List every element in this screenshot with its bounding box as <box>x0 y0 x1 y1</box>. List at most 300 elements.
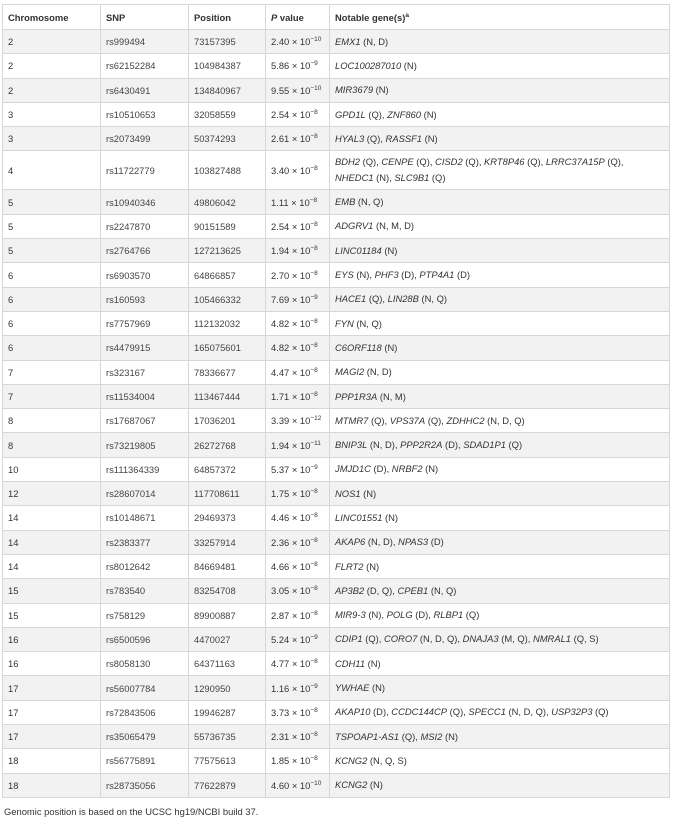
cell-snp: rs783540 <box>101 579 189 603</box>
gene-symbol: DNAJA3 <box>462 633 499 645</box>
gene-annotation: (N, Q, S) <box>367 754 407 766</box>
cell-chromosome: 2 <box>3 30 101 54</box>
gene-annotation: (N), <box>373 172 395 184</box>
cell-chromosome: 2 <box>3 54 101 78</box>
p-mantissa: 3.40 <box>271 164 290 176</box>
cell-position: 17036201 <box>189 409 266 433</box>
cell-chromosome: 5 <box>3 239 101 263</box>
cell-p-value: $4.60 \times 10^{-10}$ <box>266 773 330 797</box>
table-row <box>3 676 670 700</box>
cell-position: 78336677 <box>189 360 266 384</box>
cell-p-value: $2.54 \times 10^{-8}$ <box>266 214 330 238</box>
cell-position: 89900887 <box>189 603 266 627</box>
cell-position: 33257914 <box>189 530 266 554</box>
cell-p-value: $2.70 \times 10^{-8}$ <box>266 263 330 287</box>
cell-genes <box>330 263 670 287</box>
cell-position: 83254708 <box>189 579 266 603</box>
cell-p-value: $1.85 \times 10^{-8}$ <box>266 749 330 773</box>
cell-genes <box>330 433 670 457</box>
p-mantissa: 2.87 <box>271 609 290 621</box>
gene-annotation: (N) <box>401 59 417 71</box>
table-row <box>3 151 670 190</box>
p-exponent: −8 <box>310 366 318 374</box>
cell-chromosome: 14 <box>3 530 101 554</box>
p-exponent: −9 <box>310 60 318 68</box>
cell-p-value: $1.11 \times 10^{-8}$ <box>266 190 330 214</box>
cell-p-value: $3.39 \times 10^{-12}$ <box>266 409 330 433</box>
gene-symbol: GPD1L <box>335 108 366 120</box>
cell-chromosome: 5 <box>3 190 101 214</box>
gene-symbol: AKAP6 <box>335 536 366 548</box>
gene-symbol: NRBF2 <box>391 463 423 475</box>
cell-snp: rs73219805 <box>101 433 189 457</box>
header-position: Position <box>189 5 266 30</box>
gene-symbol: AP3B2 <box>335 584 365 596</box>
gene-annotation: (N, D), <box>367 439 401 451</box>
gene-annotation: (N, D) <box>364 366 392 378</box>
gene-annotation: (N) <box>360 487 377 499</box>
gene-annotation: (Q), <box>364 132 386 144</box>
gene-annotation: (D, Q), <box>364 584 398 596</box>
gene-annotation: (D), <box>412 609 434 621</box>
gene-annotation: (Q), <box>360 156 382 168</box>
table-row <box>3 506 670 530</box>
table-row <box>3 725 670 749</box>
cell-genes <box>330 214 670 238</box>
cell-p-value: $1.71 \times 10^{-8}$ <box>266 384 330 408</box>
gene-symbol: YWHAE <box>335 682 370 694</box>
gene-symbol: MSI2 <box>420 730 443 742</box>
p-mantissa: 3.05 <box>271 585 290 597</box>
gene-annotation: (Q), <box>604 156 624 168</box>
gene-annotation: (N) <box>365 657 381 669</box>
cell-position: 64866857 <box>189 263 266 287</box>
p-mantissa: 4.82 <box>271 342 290 354</box>
table-row <box>3 457 670 481</box>
cell-position: 104984387 <box>189 54 266 78</box>
gene-annotation: (N) <box>381 244 398 256</box>
table-row <box>3 384 670 408</box>
cell-p-value: $1.94 \times 10^{-11}$ <box>266 433 330 457</box>
gene-symbol: MIR9-3 <box>335 609 366 621</box>
cell-p-value: $4.66 \times 10^{-8}$ <box>266 554 330 578</box>
p-exponent: −10 <box>310 779 322 787</box>
gene-symbol: AKAP10 <box>335 706 371 718</box>
gene-annotation: (N) <box>382 511 399 523</box>
gene-annotation: (N, M) <box>377 390 406 402</box>
gene-annotation: (N) <box>367 779 383 791</box>
gene-symbol: ADGRV1 <box>335 220 374 232</box>
gwas-results-table <box>2 4 670 798</box>
cell-chromosome: 4 <box>3 151 101 190</box>
gene-symbol: RASSF1 <box>385 132 423 144</box>
gene-symbol: SPECC1 <box>468 706 506 718</box>
cell-position: 117708611 <box>189 482 266 506</box>
p-exponent: −8 <box>310 585 318 593</box>
cell-genes <box>330 603 670 627</box>
header-snp: SNP <box>101 5 189 30</box>
table-row <box>3 360 670 384</box>
cell-snp: rs6430491 <box>101 78 189 102</box>
gene-symbol: FYN <box>335 317 354 329</box>
p-exponent: −8 <box>310 706 318 714</box>
cell-genes <box>330 700 670 724</box>
gene-annotation: (N, Q) <box>353 317 382 329</box>
gene-symbol: EYS <box>335 269 354 281</box>
p-mantissa: 1.75 <box>271 488 290 500</box>
p-exponent: −8 <box>310 512 318 520</box>
cell-position: 103827488 <box>189 151 266 190</box>
cell-snp: rs111364339 <box>101 457 189 481</box>
table-row <box>3 773 670 797</box>
cell-p-value: $2.87 \times 10^{-8}$ <box>266 603 330 627</box>
gene-annotation: (D), <box>370 706 392 718</box>
cell-genes <box>330 554 670 578</box>
table-row <box>3 409 670 433</box>
cell-p-value: $4.77 \times 10^{-8}$ <box>266 652 330 676</box>
p-exponent: −8 <box>310 342 318 350</box>
cell-p-value: $1.94 \times 10^{-8}$ <box>266 239 330 263</box>
p-exponent: −9 <box>310 463 318 471</box>
gene-symbol: NOS1 <box>335 487 361 499</box>
gene-annotation: (Q), <box>365 108 388 120</box>
cell-genes <box>330 409 670 433</box>
cell-snp: rs35065479 <box>101 725 189 749</box>
cell-snp: rs56007784 <box>101 676 189 700</box>
cell-genes <box>330 287 670 311</box>
table-row <box>3 311 670 335</box>
cell-position: 105466332 <box>189 287 266 311</box>
cell-chromosome: 15 <box>3 603 101 627</box>
table-row <box>3 652 670 676</box>
gene-symbol: KCNG2 <box>335 754 368 766</box>
gene-symbol: LINC01551 <box>335 511 383 523</box>
gene-symbol: SLC9B1 <box>394 172 430 184</box>
gene-symbol: CPEB1 <box>397 584 429 596</box>
p-exponent: −8 <box>310 560 318 568</box>
cell-genes <box>330 384 670 408</box>
p-mantissa: 5.24 <box>271 633 290 645</box>
p-mantissa: 4.46 <box>271 512 290 524</box>
gene-annotation: (Q), <box>366 293 388 305</box>
cell-chromosome: 18 <box>3 773 101 797</box>
cell-p-value: $1.75 \times 10^{-8}$ <box>266 482 330 506</box>
p-mantissa: 1.85 <box>271 755 290 767</box>
cell-genes <box>330 102 670 126</box>
table-row <box>3 287 670 311</box>
cell-chromosome: 16 <box>3 627 101 651</box>
p-mantissa: 1.16 <box>271 682 290 694</box>
cell-snp: rs72843506 <box>101 700 189 724</box>
cell-genes <box>330 336 670 360</box>
gene-annotation: (N, Q) <box>355 196 384 208</box>
cell-snp: rs4479915 <box>101 336 189 360</box>
gene-annotation: (Q), <box>447 706 469 718</box>
cell-position: 1290950 <box>189 676 266 700</box>
cell-snp: rs56775891 <box>101 749 189 773</box>
table-footnote: Genomic position is based on the UCSC hg19/NCBI build 37. <box>4 805 259 817</box>
table-row <box>3 190 670 214</box>
p-mantissa: 7.69 <box>271 293 290 305</box>
gene-symbol: HACE1 <box>335 293 367 305</box>
gene-annotation: (N, D) <box>360 35 389 47</box>
cell-genes <box>330 239 670 263</box>
gene-annotation: (Q), <box>462 156 485 168</box>
cell-position: 113467444 <box>189 384 266 408</box>
gene-annotation: (N) <box>422 463 439 475</box>
cell-p-value: $2.40 \times 10^{-10}$ <box>266 30 330 54</box>
cell-genes <box>330 457 670 481</box>
gene-symbol: CISD2 <box>435 156 463 168</box>
gene-annotation: (Q) <box>429 172 446 184</box>
gene-annotation: (N) <box>369 682 386 694</box>
cell-snp: rs28735056 <box>101 773 189 797</box>
gene-annotation: (N) <box>373 84 389 96</box>
p-mantissa: 1.94 <box>271 245 290 257</box>
cell-position: 112132032 <box>189 311 266 335</box>
p-exponent: −8 <box>309 196 318 204</box>
p-mantissa: 4.77 <box>271 658 290 670</box>
gene-symbol: JMJD1C <box>335 463 371 475</box>
gene-annotation: (Q), <box>425 414 447 426</box>
header-genes <box>330 5 670 30</box>
gene-annotation: (N, M, D) <box>373 220 415 232</box>
gene-annotation: (Q), <box>413 156 436 168</box>
cell-snp: rs10510653 <box>101 102 189 126</box>
header-p-italic: P <box>271 11 278 23</box>
gene-symbol: CORO7 <box>383 633 418 645</box>
cell-genes <box>330 151 670 190</box>
p-exponent: −9 <box>310 633 318 641</box>
p-exponent: −8 <box>310 609 318 617</box>
cell-position: 73157395 <box>189 30 266 54</box>
cell-chromosome: 10 <box>3 457 101 481</box>
cell-genes <box>330 482 670 506</box>
gene-symbol: PPP2R2A <box>400 439 443 451</box>
p-mantissa: 4.82 <box>271 318 290 330</box>
gene-symbol: NPAS3 <box>398 536 429 548</box>
cell-p-value: $3.40 \times 10^{-8}$ <box>266 151 330 190</box>
cell-genes <box>330 127 670 151</box>
cell-genes <box>330 652 670 676</box>
table-row <box>3 214 670 238</box>
cell-snp: rs323167 <box>101 360 189 384</box>
p-exponent: −10 <box>310 36 322 44</box>
p-exponent: −8 <box>310 658 318 666</box>
cell-snp: rs17687067 <box>101 409 189 433</box>
cell-genes <box>330 54 670 78</box>
p-mantissa: 3.73 <box>271 706 290 718</box>
cell-position: 4470027 <box>189 627 266 651</box>
cell-snp: rs6903570 <box>101 263 189 287</box>
p-exponent: −12 <box>310 415 322 423</box>
table-header <box>3 5 670 30</box>
gene-annotation: (N), <box>365 609 387 621</box>
p-exponent: −8 <box>310 108 318 116</box>
gene-symbol: TSPOAP1-AS1 <box>335 730 400 742</box>
table-row <box>3 433 670 457</box>
cell-p-value: $3.73 \times 10^{-8}$ <box>266 700 330 724</box>
gene-annotation: (D), <box>442 439 464 451</box>
cell-chromosome: 12 <box>3 482 101 506</box>
cell-p-value: $7.69 \times 10^{-9}$ <box>266 287 330 311</box>
header-genes-label: Notable gene(s) <box>335 11 406 23</box>
p-exponent: −8 <box>310 536 318 544</box>
cell-snp: rs2764766 <box>101 239 189 263</box>
cell-snp: rs7757969 <box>101 311 189 335</box>
gene-symbol: NHEDC1 <box>335 172 374 184</box>
cell-genes <box>330 676 670 700</box>
table-row <box>3 336 670 360</box>
gene-symbol: MAGI2 <box>335 366 365 378</box>
table-row <box>3 30 670 54</box>
gene-symbol: ZNF860 <box>387 108 421 120</box>
p-mantissa: 4.47 <box>271 366 290 378</box>
cell-p-value: $4.82 \times 10^{-8}$ <box>266 311 330 335</box>
p-mantissa: 5.37 <box>271 463 290 475</box>
p-exponent: −9 <box>310 682 318 690</box>
p-mantissa: 4.66 <box>271 561 290 573</box>
p-exponent: −8 <box>310 269 318 277</box>
gene-symbol: CDIP1 <box>335 633 363 645</box>
gene-annotation: (Q) <box>505 439 523 451</box>
cell-position: 50374293 <box>189 127 266 151</box>
cell-p-value: $1.16 \times 10^{-9}$ <box>266 676 330 700</box>
cell-snp: rs11534004 <box>101 384 189 408</box>
cell-position: 55736735 <box>189 725 266 749</box>
cell-position: 127213625 <box>189 239 266 263</box>
cell-chromosome: 6 <box>3 287 101 311</box>
cell-snp: rs10940346 <box>101 190 189 214</box>
gene-symbol: KCNG2 <box>335 779 368 791</box>
p-mantissa: 1.11 <box>271 196 289 208</box>
p-exponent: −8 <box>310 317 318 325</box>
cell-p-value: $2.31 \times 10^{-8}$ <box>266 725 330 749</box>
p-mantissa: 3.39 <box>271 415 290 427</box>
table-row <box>3 530 670 554</box>
gene-annotation: (M, Q), <box>498 633 533 645</box>
table-body <box>3 30 670 798</box>
p-mantissa: 1.94 <box>271 439 290 451</box>
cell-chromosome: 17 <box>3 700 101 724</box>
gene-symbol: CCDC144CP <box>391 706 448 718</box>
gene-symbol: CENPE <box>381 156 414 168</box>
cell-snp: rs758129 <box>101 603 189 627</box>
table-row <box>3 749 670 773</box>
header-genes-footnote-mark: a <box>405 11 409 19</box>
gene-symbol: MIR3679 <box>335 84 374 96</box>
gene-annotation: (Q) <box>592 706 609 718</box>
p-exponent: −8 <box>310 755 318 763</box>
cell-chromosome: 14 <box>3 554 101 578</box>
cell-snp: rs6500596 <box>101 627 189 651</box>
cell-p-value: $2.61 \times 10^{-8}$ <box>266 127 330 151</box>
cell-snp: rs2073499 <box>101 127 189 151</box>
table-row <box>3 54 670 78</box>
cell-position: 64371163 <box>189 652 266 676</box>
cell-snp: rs2247870 <box>101 214 189 238</box>
cell-p-value: $3.05 \times 10^{-8}$ <box>266 579 330 603</box>
cell-chromosome: 2 <box>3 78 101 102</box>
cell-p-value: $4.47 \times 10^{-8}$ <box>266 360 330 384</box>
gene-annotation: (D) <box>428 536 444 548</box>
cell-chromosome: 7 <box>3 360 101 384</box>
cell-position: 19946287 <box>189 700 266 724</box>
p-mantissa: 1.71 <box>271 391 290 402</box>
gene-annotation: (N) <box>442 730 458 742</box>
p-mantissa: 2.54 <box>271 220 290 232</box>
gene-symbol: MTMR7 <box>335 414 369 426</box>
cell-snp: rs160593 <box>101 287 189 311</box>
cell-position: 90151589 <box>189 214 266 238</box>
gene-annotation: (N, D, Q), <box>417 633 463 645</box>
gene-annotation: (Q), <box>524 156 546 168</box>
cell-genes <box>330 311 670 335</box>
cell-chromosome: 5 <box>3 214 101 238</box>
p-mantissa: 2.70 <box>271 269 290 281</box>
header-p-value <box>266 5 330 30</box>
p-exponent: −8 <box>310 245 318 253</box>
cell-genes <box>330 506 670 530</box>
cell-position: 49806042 <box>189 190 266 214</box>
cell-position: 29469373 <box>189 506 266 530</box>
cell-chromosome: 8 <box>3 433 101 457</box>
gene-symbol: HYAL3 <box>335 132 365 144</box>
cell-p-value: $2.54 \times 10^{-8}$ <box>266 102 330 126</box>
gene-symbol: NMRAL1 <box>532 633 571 645</box>
cell-position: 84669481 <box>189 554 266 578</box>
table-row <box>3 579 670 603</box>
gene-symbol: POLG <box>386 609 413 621</box>
gene-symbol: RLBP1 <box>433 609 464 621</box>
cell-p-value: $9.55 \times 10^{-10}$ <box>266 78 330 102</box>
cell-position: 77575613 <box>189 749 266 773</box>
p-exponent: −8 <box>310 164 318 172</box>
cell-chromosome: 18 <box>3 749 101 773</box>
cell-p-value: $5.86 \times 10^{-9}$ <box>266 54 330 78</box>
gene-symbol: KRT8P46 <box>484 156 525 168</box>
gene-symbol: BNIP3L <box>335 439 368 451</box>
cell-p-value: $5.37 \times 10^{-9}$ <box>266 457 330 481</box>
p-exponent: −10 <box>310 84 322 92</box>
gene-symbol: VPS37A <box>389 414 426 426</box>
table-row <box>3 482 670 506</box>
cell-position: 64857372 <box>189 457 266 481</box>
gene-annotation: (N, D), <box>365 536 399 548</box>
table-row <box>3 127 670 151</box>
gene-symbol: LRRC37A15P <box>545 156 605 168</box>
cell-p-value: $2.36 \times 10^{-8}$ <box>266 530 330 554</box>
cell-genes <box>330 30 670 54</box>
cell-genes <box>330 773 670 797</box>
p-exponent: −11 <box>310 439 321 447</box>
gene-annotation: (N) <box>420 108 437 120</box>
gene-symbol: BDH2 <box>335 156 361 168</box>
cell-genes <box>330 627 670 651</box>
table-row <box>3 627 670 651</box>
table-container <box>0 4 673 817</box>
cell-snp: rs11722779 <box>101 151 189 190</box>
cell-p-value: $5.24 \times 10^{-9}$ <box>266 627 330 651</box>
cell-snp: rs10148671 <box>101 506 189 530</box>
table-row <box>3 239 670 263</box>
gene-annotation: (N), <box>353 269 375 281</box>
gene-symbol: LIN28B <box>387 293 419 305</box>
gene-symbol: LINC01184 <box>335 244 382 256</box>
table-row <box>3 102 670 126</box>
gene-annotation: (Q), <box>399 730 421 742</box>
p-exponent: −9 <box>310 293 318 301</box>
